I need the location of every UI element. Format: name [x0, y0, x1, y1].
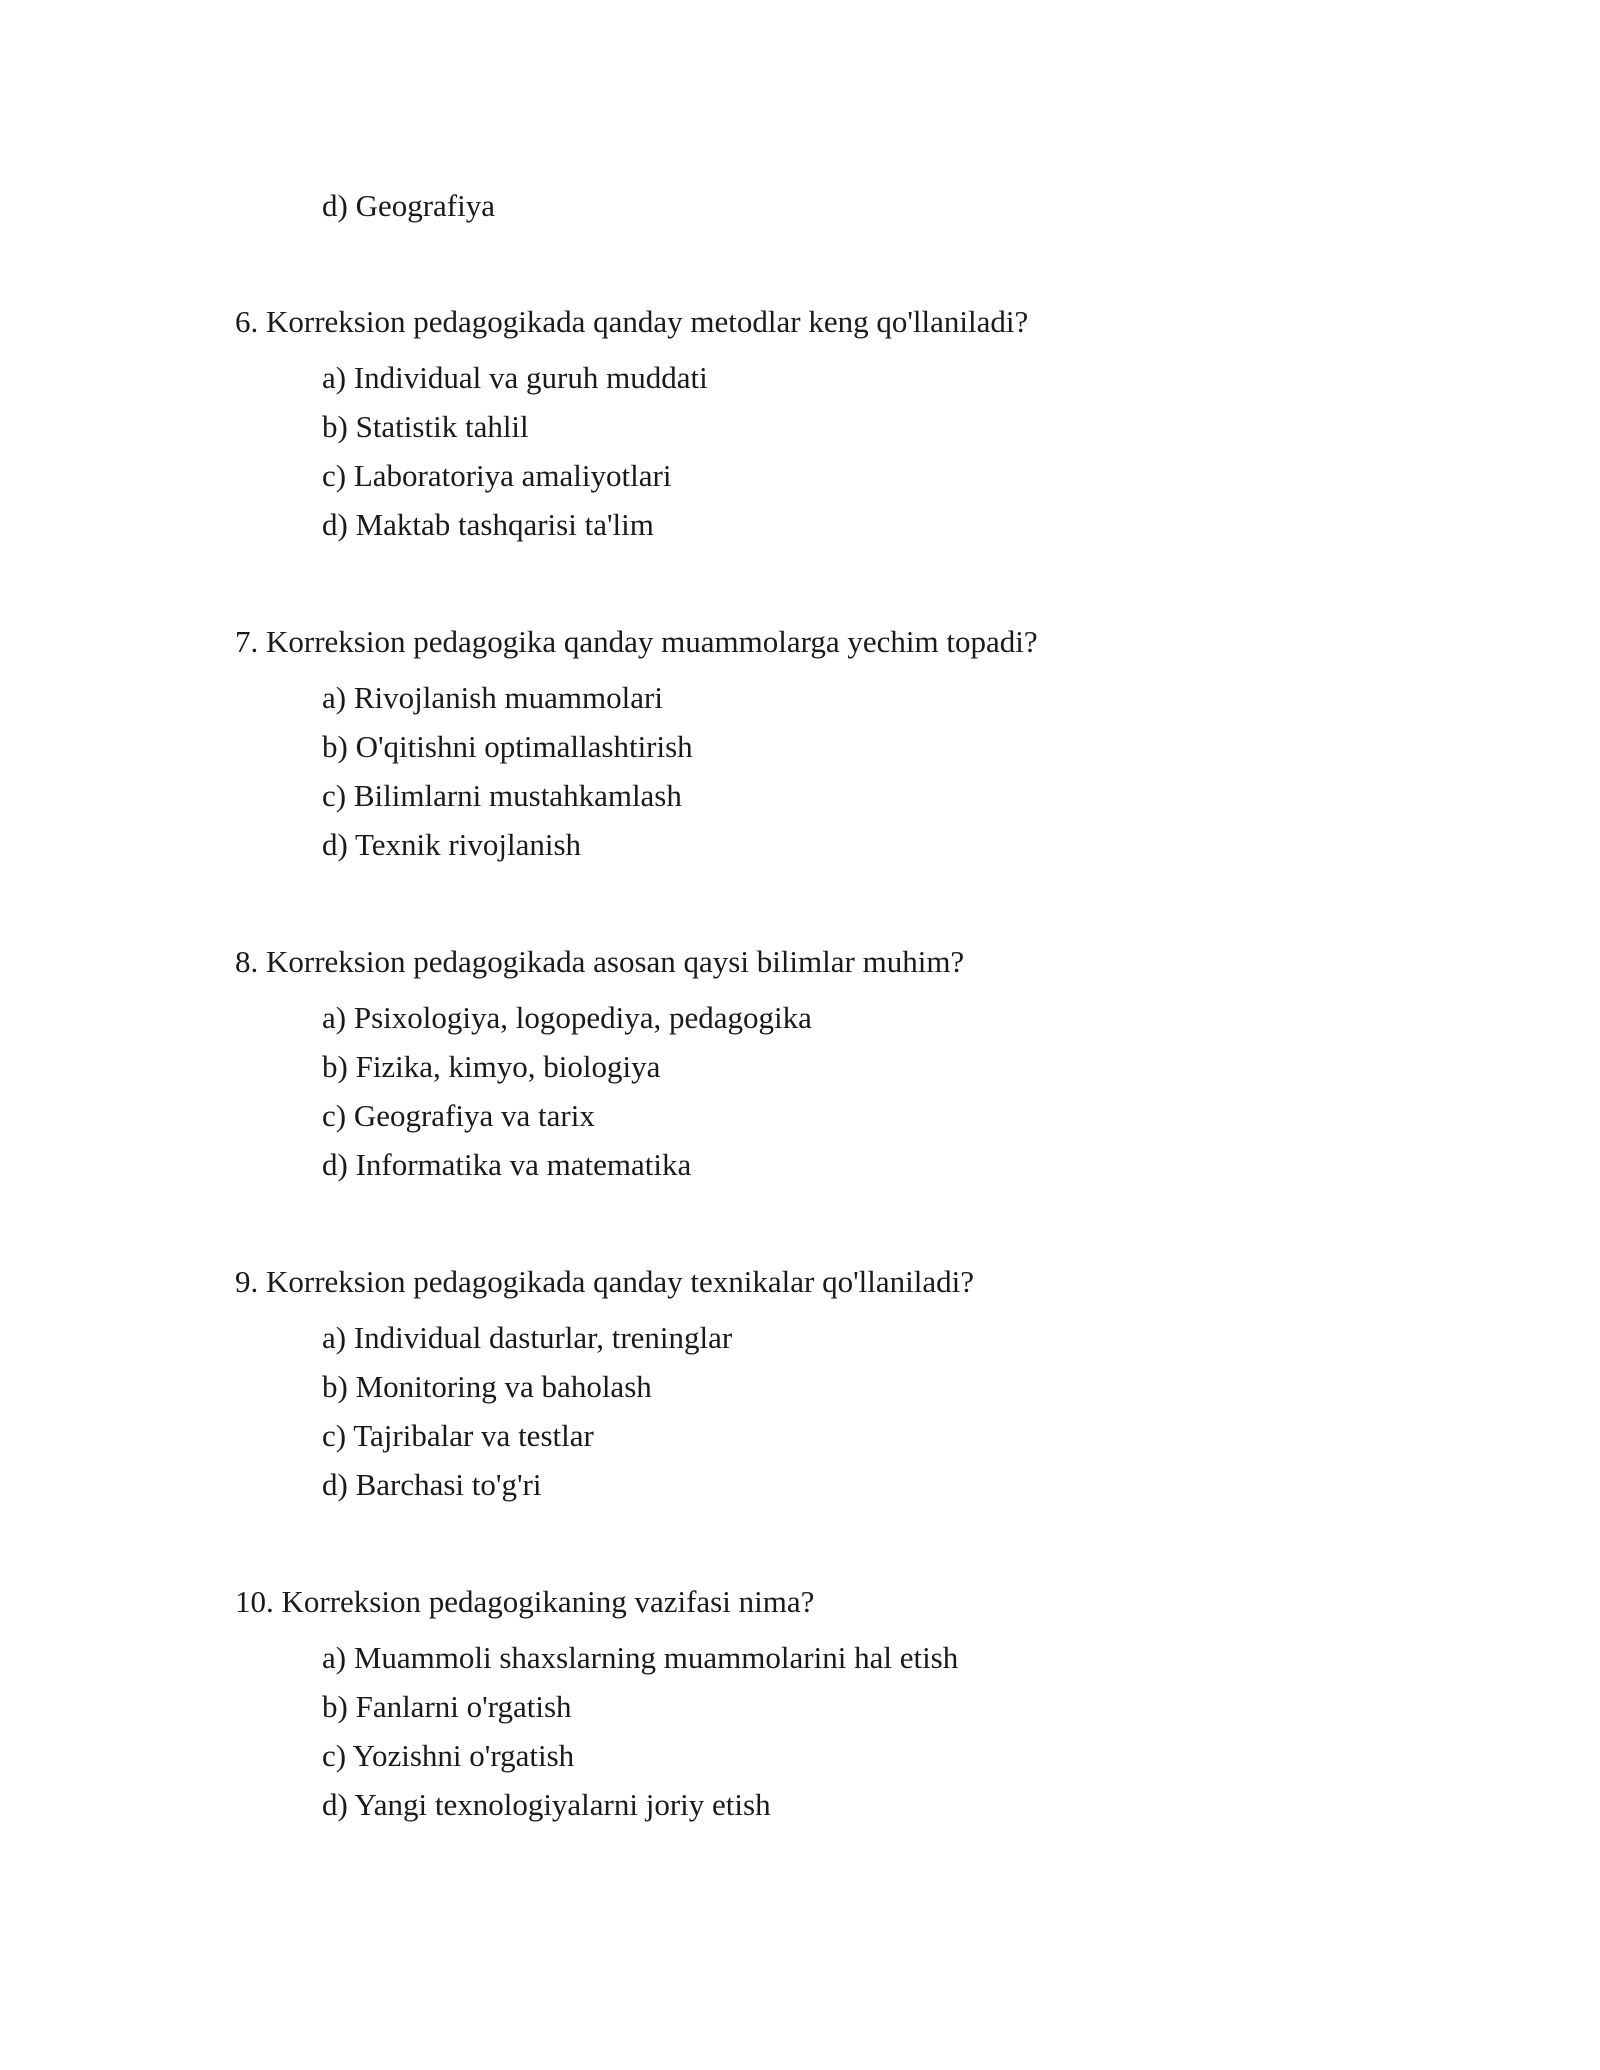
question-9-option-d: d) Barchasi to'g'ri	[322, 1467, 542, 1502]
question-7-text: 7. Korreksion pedagogika qanday muammolarga yechim topadi?	[235, 624, 1038, 659]
question-10-option-b: b) Fanlarni o'rgatish	[322, 1689, 572, 1724]
question-6-text: 6. Korreksion pedagogikada qanday metodlar keng qo'llaniladi?	[235, 304, 1029, 339]
question-6-option-a: a) Individual va guruh muddati	[322, 360, 708, 395]
option-text: d) Geografiya	[322, 188, 495, 223]
question-7-option-d: d) Texnik rivojlanish	[322, 827, 582, 862]
question-10-option-a: a) Muammoli shaxslarning muammolarini hal etish	[322, 1640, 959, 1675]
question-10-option-d: d) Yangi texnologiyalarni joriy etish	[322, 1787, 771, 1822]
question-6-option-c: c) Laboratoriya amaliyotlari	[322, 458, 672, 493]
question-8-option-d: d) Informatika va matematika	[322, 1147, 692, 1182]
question-8-text: 8. Korreksion pedagogikada asosan qaysi bilimlar muhim?	[235, 944, 965, 979]
question-7-option-c: c) Bilimlarni mustahkamlash	[322, 778, 682, 813]
question-9-option-c: c) Tajribalar va testlar	[322, 1418, 594, 1453]
question-6-option-b: b) Statistik tahlil	[322, 409, 529, 444]
question-8-option-b: b) Fizika, kimyo, biologiya	[322, 1049, 661, 1084]
question-8-option-c: c) Geografiya va tarix	[322, 1098, 595, 1133]
question-7-option-b: b) O'qitishni optimallashtirish	[322, 729, 693, 764]
question-6-option-d: d) Maktab tashqarisi ta'lim	[322, 507, 654, 542]
question-9-option-a: a) Individual dasturlar, treninglar	[322, 1320, 733, 1355]
question-8-option-a: a) Psixologiya, logopediya, pedagogika	[322, 1000, 812, 1035]
question-9-option-b: b) Monitoring va baholash	[322, 1369, 652, 1404]
question-7-option-a: a) Rivojlanish muammolari	[322, 680, 663, 715]
question-10-text: 10. Korreksion pedagogikaning vazifasi nima?	[235, 1584, 815, 1619]
question-9-text: 9. Korreksion pedagogikada qanday texnikalar qo'llaniladi?	[235, 1264, 975, 1299]
question-10-option-c: c) Yozishni o'rgatish	[322, 1738, 575, 1773]
